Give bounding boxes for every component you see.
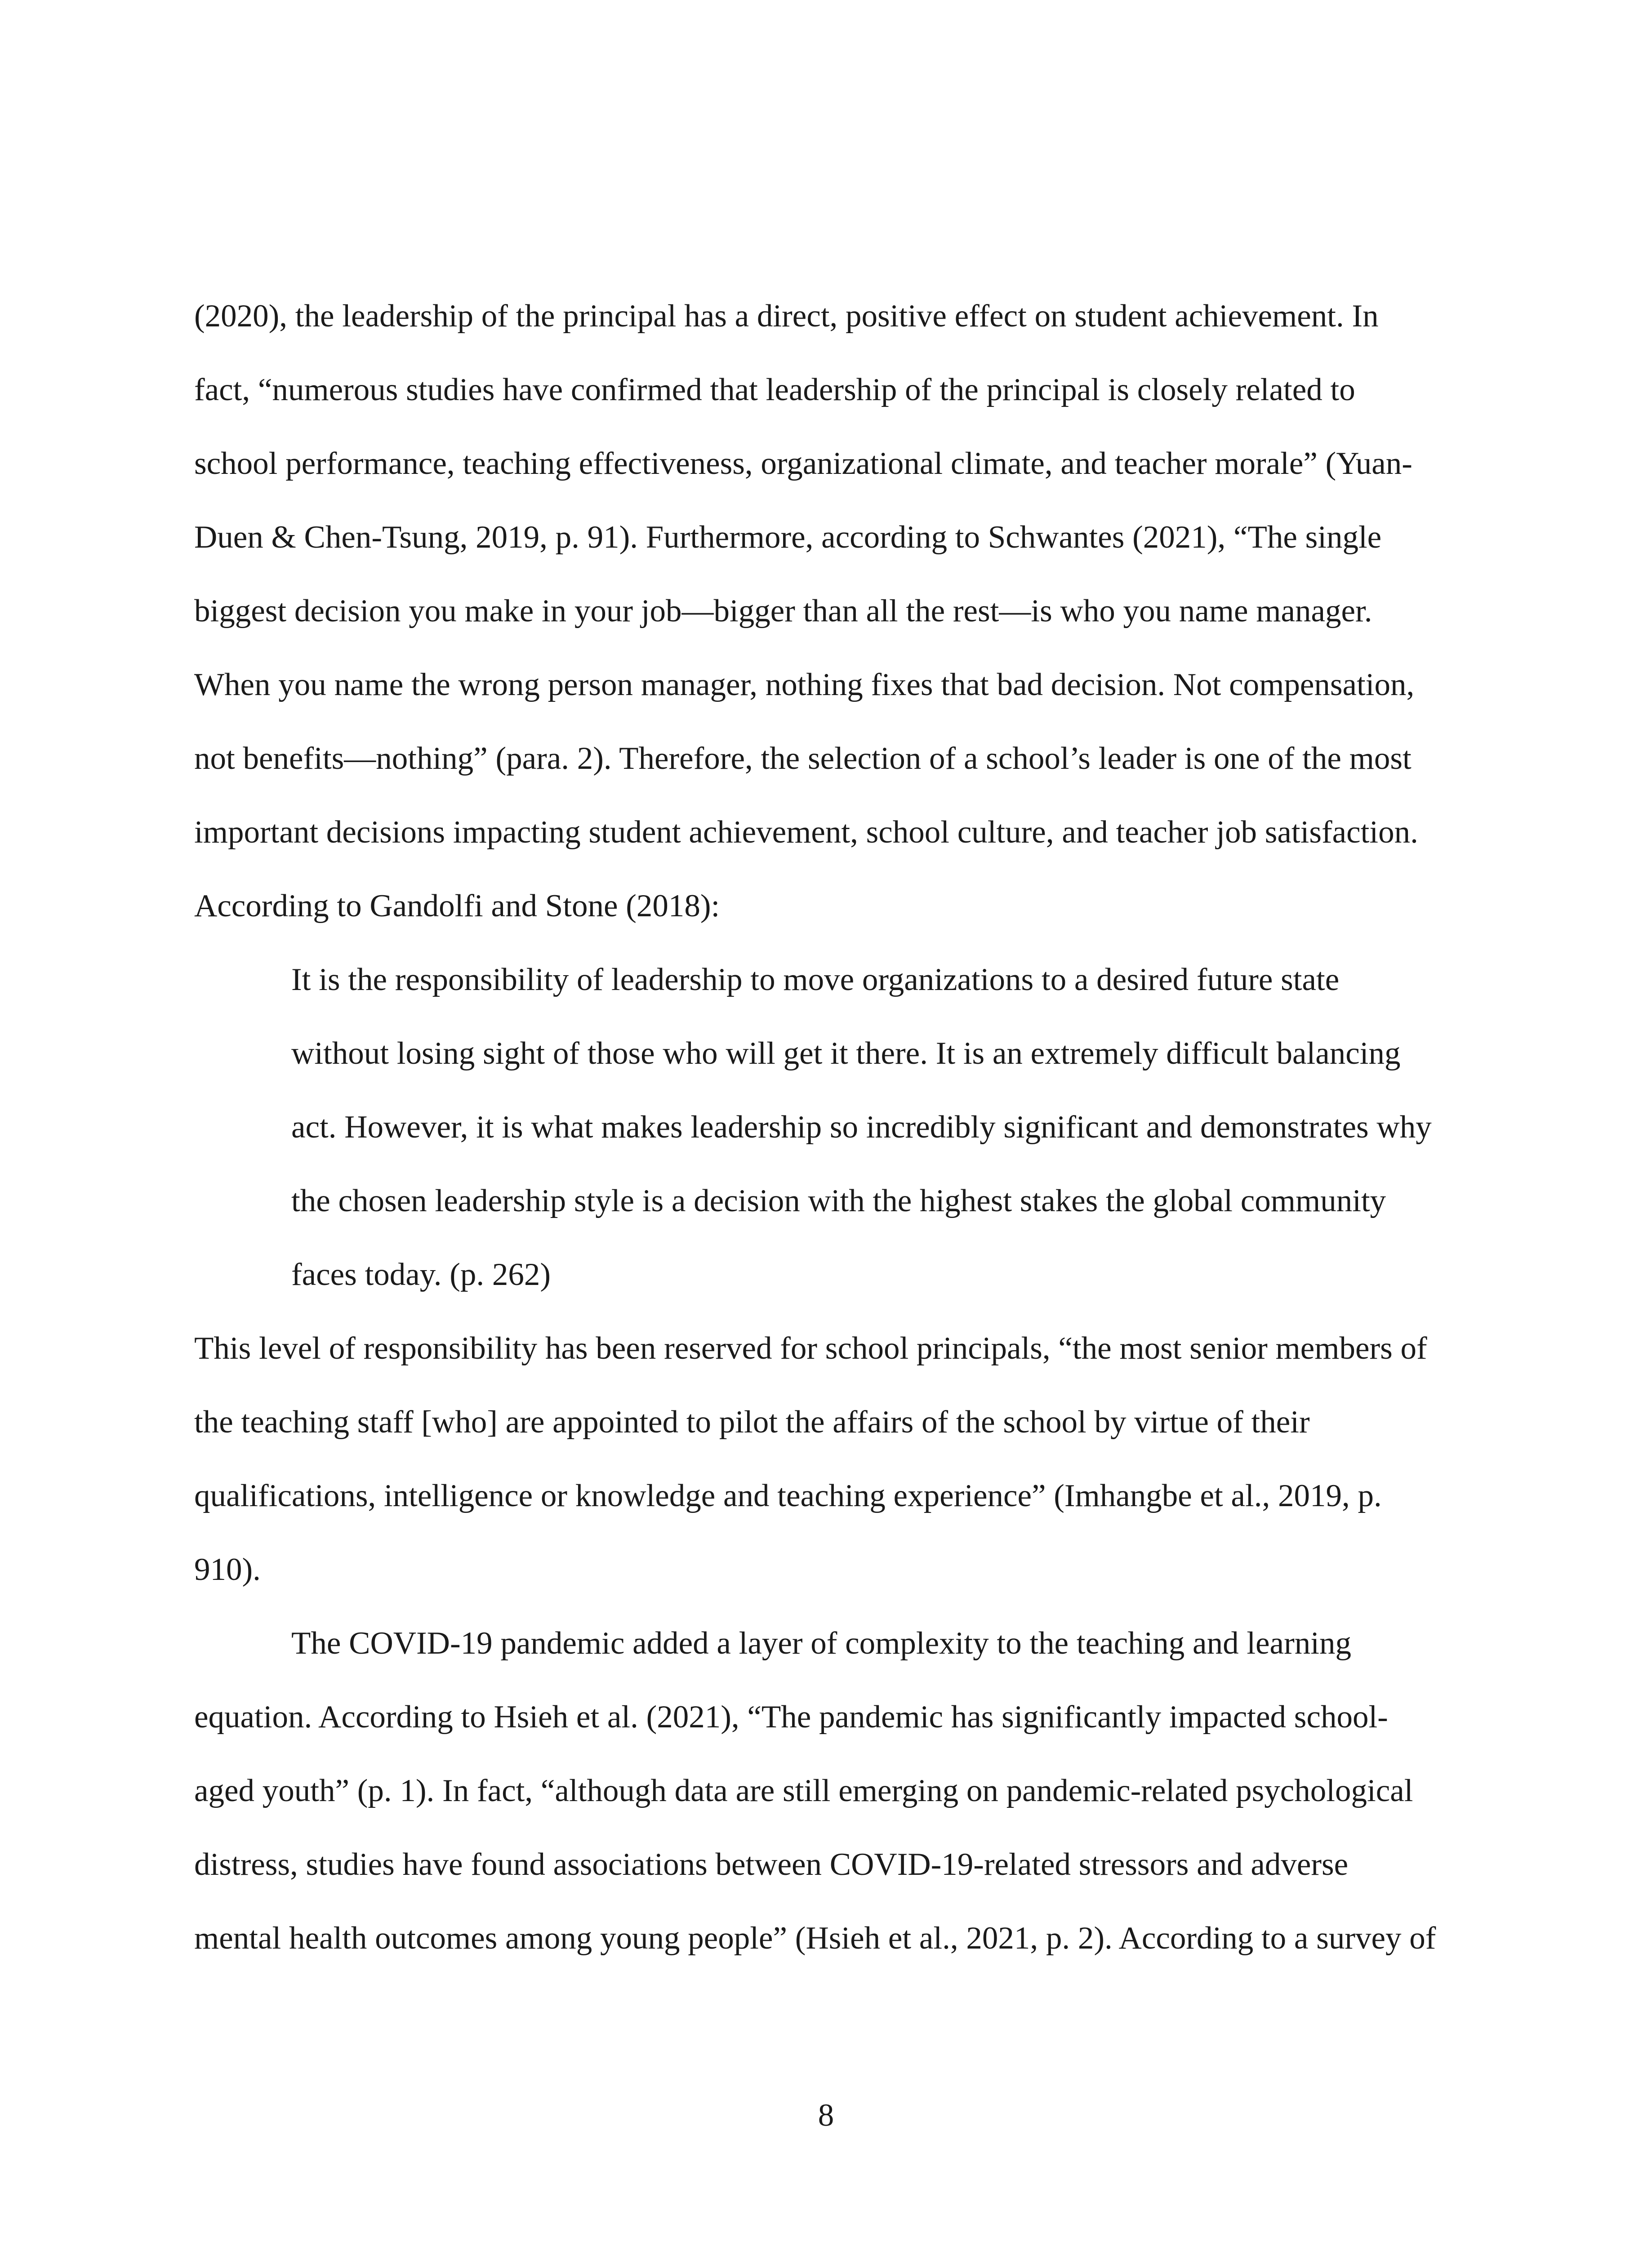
body-text-line: equation. According to Hsieh et al. (2021), “The pandemic has significantly impacted school- [194, 1699, 1388, 1735]
body-text-line: biggest decision you make in your job—bigger than all the rest—is who you name manager. [194, 593, 1372, 629]
body-text-line: According to Gandolfi and Stone (2018): [194, 888, 720, 923]
block-quote-line: faces today. (p. 262) [291, 1257, 551, 1292]
body-text-line: qualifications, intelligence or knowledge and teaching experience” (Imhangbe et al., 2019, p. [194, 1478, 1382, 1513]
body-text-line: distress, studies have found associations between COVID-19-related stressors and adverse [194, 1847, 1349, 1882]
body-text-line: This level of responsibility has been reserved for school principals, “the most senior members of [194, 1331, 1427, 1366]
block-quote-line: the chosen leadership style is a decision with the highest stakes the global community [291, 1183, 1386, 1218]
block-quote-line: It is the responsibility of leadership to move organizations to a desired future state [291, 962, 1340, 997]
body-text-line: When you name the wrong person manager, nothing fixes that bad decision. Not compensation, [194, 667, 1415, 702]
body-text-line: fact, “numerous studies have confirmed that leadership of the principal is closely related to [194, 372, 1355, 407]
body-text-line: 910). [194, 1552, 261, 1587]
body-text-line: mental health outcomes among young people” (Hsieh et al., 2021, p. 2). According to a survey of [194, 1921, 1436, 1956]
block-quote-line: without losing sight of those who will get it there. It is an extremely difficult balancing [291, 1036, 1401, 1071]
page-number: 8 [818, 2098, 834, 2133]
block-quote-line: act. However, it is what makes leadership so incredibly significant and demonstrates why [291, 1110, 1432, 1145]
body-text-line: (2020), the leadership of the principal has a direct, positive effect on student achievement. In [194, 299, 1379, 334]
body-text-line: not benefits—nothing” (para. 2). Therefore, the selection of a school’s leader is one of the most [194, 741, 1412, 776]
body-text-line: aged youth” (p. 1). In fact, “although data are still emerging on pandemic-related psychological [194, 1773, 1413, 1808]
body-text-line: important decisions impacting student achievement, school culture, and teacher job satisfaction. [194, 815, 1418, 850]
body-text-line: Duen & Chen-Tsung, 2019, p. 91). Furthermore, according to Schwantes (2021), “The single [194, 520, 1382, 555]
paragraph-first-line: The COVID-19 pandemic added a layer of complexity to the teaching and learning [291, 1626, 1351, 1661]
body-text-line: the teaching staff [who] are appointed to pilot the affairs of the school by virtue of their [194, 1405, 1310, 1440]
body-text-line: school performance, teaching effectiveness, organizational climate, and teacher morale” (Yuan- [194, 446, 1412, 481]
